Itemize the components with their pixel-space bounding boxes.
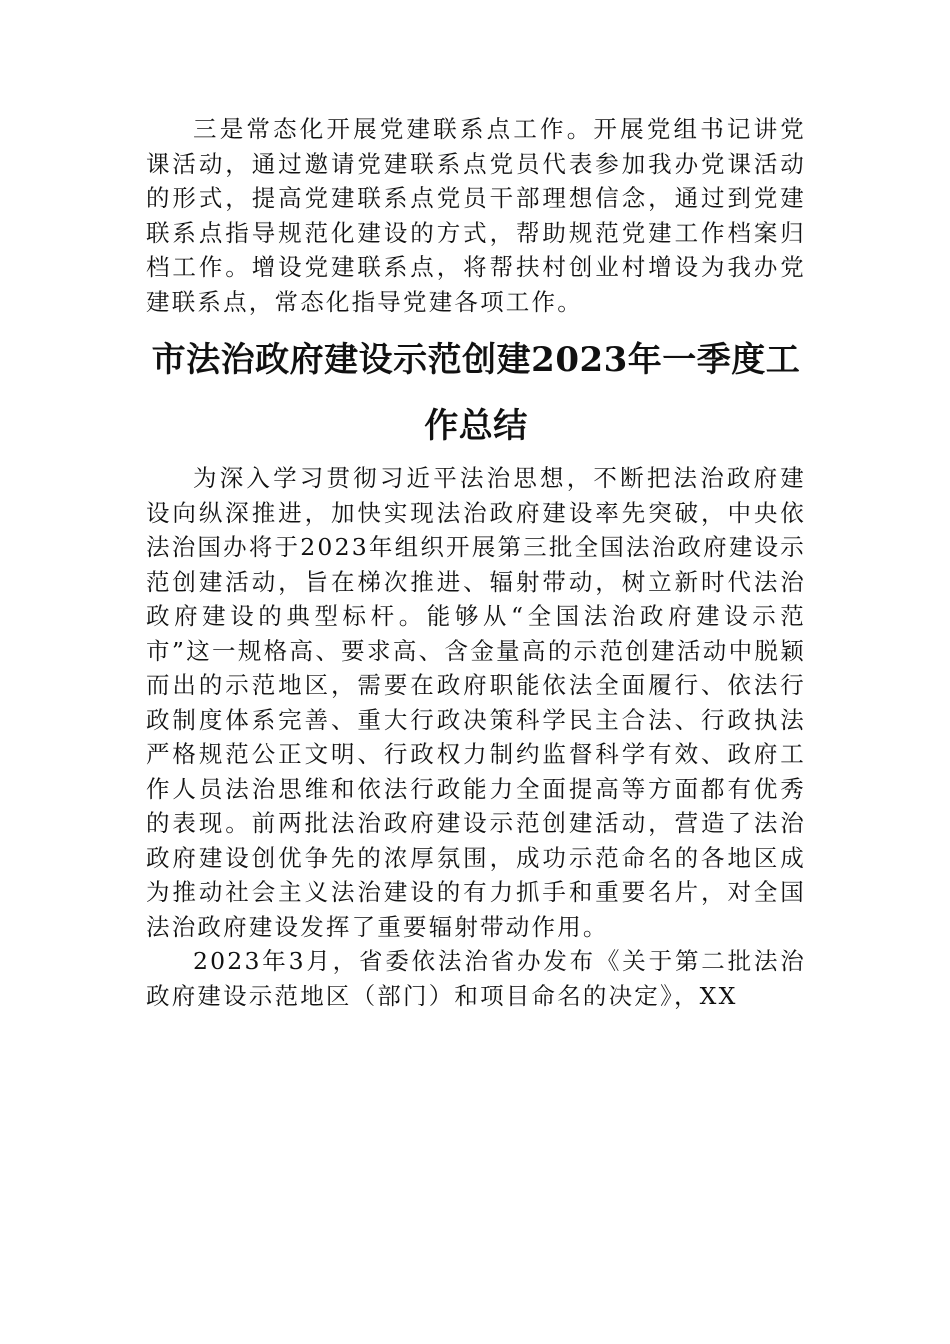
document-page <box>146 112 806 1013</box>
body-paragraph-party-building: 三是常态化开展党建联系点工作。开展党组书记讲党课活动，通过邀请党建联系点党员代表参加我办党课活动的形式，提高党建联系点党员干部理想信念，通过到党建联系点指导规范化建设的方式，帮助规范党建工作档案归档工作。增设党建联系点，将帮扶村创业村增设为我办党建联系点，常态化指导党建各项工作。 <box>146 115 806 316</box>
body-paragraph-march-2023: 2023年3月，省委依法治省办发布《关于第二批法治政府建设示范地区（部门）和项目命名的决定》，XX <box>146 947 806 1010</box>
document-title: 市法治政府建设示范创建2023年一季度工作总结 <box>151 340 801 446</box>
body-paragraph-intro: 为深入学习贯彻习近平法治思想，不断把法治政府建设向纵深推进，加快实现法治政府建设率先突破，中央依法治国办将于2023年组织开展第三批全国法治政府建设示范创建活动，旨在梯次推进、辐射带动，树立新时代法治政府建设的典型标杆。能够从“全国法治政府建设示范市”这一规格高、要求高、含金量高的示范创建活动中脱颖而出的示范地区，需要在政府职能依法全面履行、依法行政制度体系完善、重大行政决策科学民主合法、行政执法严格规范公正文明、行政权力制约监督科学有效、政府工作人员法治思维和依法行政能力全面提高等方面都有优秀的表现。前两批法治政府建设示范创建活动，营造了法治政府建设创优争先的浓厚氛围，成功示范命名的各地区成为推动社会主义法治建设的有力抓手和重要名片，对全国法治政府建设发挥了重要辐射带动作用。 <box>146 464 806 941</box>
